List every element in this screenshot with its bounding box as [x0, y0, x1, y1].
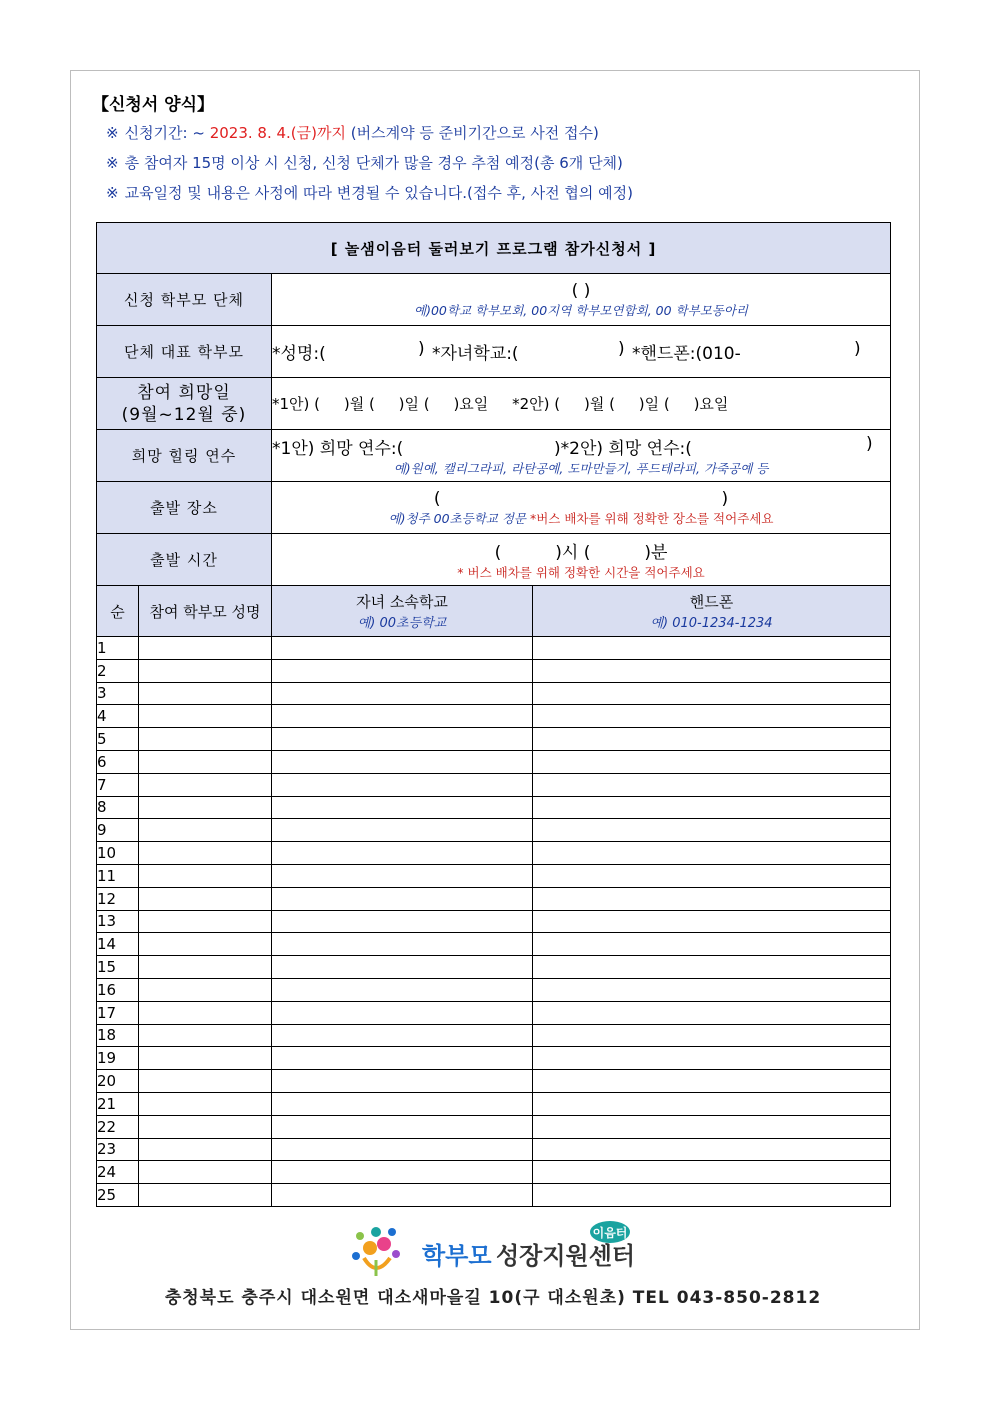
place-example-text: 예)청주 00초등학교 정문: [388, 510, 526, 526]
participant-row: [97, 773, 891, 796]
participant-row: [97, 1070, 891, 1093]
participant-school-cell[interactable]: [272, 659, 533, 682]
note-text: 교육일정 및 내용은 사정에 따라 변경될 수 있습니다.(접수 후, 사전 협의 예정): [124, 184, 633, 202]
participant-phone-cell[interactable]: [533, 1070, 891, 1093]
participant-name-cell[interactable]: [139, 659, 272, 682]
center-address: 충청북도 충주시 대소원면 대소새마을길 10(구 대소원초) TEL 043-850-2812: [164, 1288, 822, 1308]
rep-school-label[interactable]: *자녀학교:(: [432, 344, 519, 364]
participant-school-cell[interactable]: [272, 1184, 533, 1207]
participant-school-cell[interactable]: [272, 956, 533, 979]
participant-school-cell[interactable]: [272, 864, 533, 887]
participant-name-cell[interactable]: [139, 1184, 272, 1207]
participant-row: [97, 1184, 891, 1207]
participant-name-cell[interactable]: [139, 1001, 272, 1024]
time-label: 출발 시간: [97, 534, 272, 586]
participant-name-cell[interactable]: [139, 705, 272, 728]
time-field[interactable]: [272, 534, 891, 586]
date-label-line2: (9월~12월 중): [121, 404, 247, 425]
notice-schedule: [92, 178, 892, 208]
notice-participants: [92, 148, 892, 178]
participant-row: [97, 659, 891, 682]
participant-school-cell[interactable]: [272, 1115, 533, 1138]
participant-school-cell[interactable]: [272, 1001, 533, 1024]
participant-row: [97, 910, 891, 933]
col-phone-title: 핸드폰: [689, 593, 734, 611]
participant-name-cell[interactable]: [139, 1070, 272, 1093]
participant-phone-cell[interactable]: [533, 1024, 891, 1047]
participant-phone-cell[interactable]: [533, 796, 891, 819]
participant-phone-cell[interactable]: [533, 659, 891, 682]
representative-field[interactable]: [272, 326, 891, 378]
participant-number: 1: [97, 637, 139, 660]
participant-number: 16: [97, 978, 139, 1001]
group-label: 신청 학부모 단체: [97, 274, 272, 326]
course-label: 희망 힐링 연수: [97, 430, 272, 482]
participant-number: 10: [97, 842, 139, 865]
place-warning: *버스 배차를 위해 정확한 장소를 적어주세요: [529, 510, 774, 526]
participant-number: 2: [97, 659, 139, 682]
participant-number: 19: [97, 1047, 139, 1070]
participant-row: [97, 1024, 891, 1047]
group-field[interactable]: [272, 274, 891, 326]
participant-number: 4: [97, 705, 139, 728]
rep-phone-close: ): [854, 339, 861, 359]
participant-name-cell[interactable]: [139, 1161, 272, 1184]
note-mark: ※: [106, 154, 119, 172]
participant-name-cell[interactable]: [139, 750, 272, 773]
participant-number: 9: [97, 819, 139, 842]
date-field[interactable]: *1안) ( )월 ( )일 ( )요일 *2안) ( )월 ( )일 ( )요일: [272, 378, 891, 430]
participant-number: 20: [97, 1070, 139, 1093]
participant-name-cell[interactable]: [139, 956, 272, 979]
center-logo: [346, 1220, 646, 1280]
application-form-table: [96, 222, 891, 1207]
participant-row: [97, 1138, 891, 1161]
participant-school-cell[interactable]: [272, 773, 533, 796]
col-phone-example: 예) 010-1234-1234: [650, 616, 773, 631]
participant-school-cell[interactable]: [272, 796, 533, 819]
note-mark: ※: [106, 184, 119, 202]
time-warning: * 버스 배차를 위해 정확한 시간을 적어주세요: [457, 565, 705, 580]
participant-row: [97, 864, 891, 887]
participant-phone-cell[interactable]: [533, 819, 891, 842]
participant-row: [97, 933, 891, 956]
participant-number: 3: [97, 682, 139, 705]
col-school-example: 예) 00초등학교: [357, 616, 447, 631]
participant-school-cell[interactable]: [272, 682, 533, 705]
participant-phone-cell[interactable]: [533, 705, 891, 728]
participant-row: [97, 887, 891, 910]
participant-name-cell[interactable]: [139, 864, 272, 887]
participant-school-cell[interactable]: [272, 705, 533, 728]
participant-phone-cell[interactable]: [533, 978, 891, 1001]
col-no-header: 순: [97, 586, 139, 637]
participant-name-cell[interactable]: [139, 796, 272, 819]
participant-number: 21: [97, 1092, 139, 1115]
participant-school-cell[interactable]: [272, 637, 533, 660]
participant-school-cell[interactable]: [272, 978, 533, 1001]
participant-name-cell[interactable]: [139, 773, 272, 796]
participant-row: [97, 819, 891, 842]
participant-number: 11: [97, 864, 139, 887]
col-phone-header: [533, 586, 891, 637]
rep-school-close: ): [618, 339, 625, 359]
participant-row: [97, 705, 891, 728]
place-input[interactable]: ( ): [433, 488, 729, 509]
participant-school-cell[interactable]: [272, 819, 533, 842]
participant-phone-cell[interactable]: [533, 1184, 891, 1207]
participant-number: 5: [97, 728, 139, 751]
participant-school-cell[interactable]: [272, 933, 533, 956]
participant-name-cell[interactable]: [139, 819, 272, 842]
participant-phone-cell[interactable]: [533, 956, 891, 979]
participant-name-cell[interactable]: [139, 1115, 272, 1138]
participant-school-cell[interactable]: [272, 887, 533, 910]
col-school-title: 자녀 소속학교: [356, 593, 448, 611]
participant-phone-cell[interactable]: [533, 773, 891, 796]
participant-phone-cell[interactable]: [533, 1092, 891, 1115]
participant-row: [97, 796, 891, 819]
participant-row: [97, 728, 891, 751]
participant-row: [97, 750, 891, 773]
group-example: 예)00학교 학부모회, 00지역 학부모연합회, 00 학부모동아리: [414, 302, 748, 318]
participant-school-cell[interactable]: [272, 1070, 533, 1093]
participant-name-cell[interactable]: [139, 910, 272, 933]
rep-name-close: ): [418, 339, 425, 359]
participant-phone-cell[interactable]: [533, 1138, 891, 1161]
participant-number: 7: [97, 773, 139, 796]
participant-phone-cell[interactable]: [533, 637, 891, 660]
participant-school-cell[interactable]: [272, 1138, 533, 1161]
participant-row: [97, 956, 891, 979]
participant-number: 17: [97, 1001, 139, 1024]
participant-phone-cell[interactable]: [533, 750, 891, 773]
form-header: [92, 92, 892, 208]
participant-row: [97, 1047, 891, 1070]
participant-number: 13: [97, 910, 139, 933]
participant-phone-cell[interactable]: [533, 933, 891, 956]
participant-phone-cell[interactable]: [533, 1001, 891, 1024]
participant-phone-cell[interactable]: [533, 1047, 891, 1070]
participant-school-cell[interactable]: [272, 1161, 533, 1184]
note-text: (버스계약 등 준비기간으로 사전 접수): [345, 124, 599, 142]
participant-name-cell[interactable]: [139, 637, 272, 660]
participant-phone-cell[interactable]: [533, 728, 891, 751]
col-name-header: 참여 학부모 성명: [139, 586, 272, 637]
course-first-choice[interactable]: *1안) 희망 연수:(: [272, 439, 404, 459]
participant-rows: [97, 637, 891, 1207]
place-example: [272, 509, 890, 527]
note-text: 총 참여자 15명 이상 시 신청, 신청 단체가 많을 경우 추첨 예정(총 6개 단체): [124, 154, 623, 172]
participant-name-cell[interactable]: [139, 933, 272, 956]
note-text: 신청기간: ~: [124, 124, 210, 142]
participant-name-cell[interactable]: [139, 978, 272, 1001]
participant-school-cell[interactable]: [272, 910, 533, 933]
participant-phone-cell[interactable]: [533, 864, 891, 887]
participant-school-cell[interactable]: [272, 728, 533, 751]
participant-row: [97, 1001, 891, 1024]
place-field[interactable]: [272, 482, 891, 534]
form-title: [ 놀샘이음터 둘러보기 프로그램 참가신청서 ]: [97, 223, 891, 274]
participant-phone-cell[interactable]: [533, 682, 891, 705]
participant-phone-cell[interactable]: [533, 1115, 891, 1138]
participant-name-cell[interactable]: [139, 1092, 272, 1115]
date-label: [97, 378, 272, 430]
participant-number: 15: [97, 956, 139, 979]
participant-number: 24: [97, 1161, 139, 1184]
participant-number: 25: [97, 1184, 139, 1207]
participant-name-cell[interactable]: [139, 1047, 272, 1070]
participant-row: [97, 637, 891, 660]
participant-number: 22: [97, 1115, 139, 1138]
participant-row: [97, 1161, 891, 1184]
participant-phone-cell[interactable]: [533, 910, 891, 933]
participant-number: 6: [97, 750, 139, 773]
participant-name-cell[interactable]: [139, 728, 272, 751]
participant-name-cell[interactable]: [139, 682, 272, 705]
participant-phone-cell[interactable]: [533, 842, 891, 865]
notice-period: [92, 118, 892, 148]
col-school-header: [272, 586, 533, 637]
participant-school-cell[interactable]: [272, 1092, 533, 1115]
participant-name-cell[interactable]: [139, 887, 272, 910]
participant-school-cell[interactable]: [272, 1047, 533, 1070]
time-input[interactable]: ( )시 ( )분: [494, 543, 668, 563]
logo-text-center: 성장지원센터: [496, 1242, 636, 1270]
participant-number: 12: [97, 887, 139, 910]
participant-phone-cell[interactable]: [533, 1161, 891, 1184]
participant-row: [97, 842, 891, 865]
place-label: 출발 장소: [97, 482, 272, 534]
date-label-line1: 참여 희망일: [137, 382, 231, 403]
participant-row: [97, 1115, 891, 1138]
participant-row: [97, 978, 891, 1001]
course-second-choice[interactable]: )*2안) 희망 연수:(: [554, 439, 692, 459]
participant-name-cell[interactable]: [139, 842, 272, 865]
rep-name-label[interactable]: *성명:(: [272, 344, 326, 364]
participant-number: 8: [97, 796, 139, 819]
participant-row: [97, 1092, 891, 1115]
participant-school-cell[interactable]: [272, 750, 533, 773]
participant-school-cell[interactable]: [272, 1024, 533, 1047]
flower-people-icon: [352, 1227, 400, 1276]
rep-phone-label[interactable]: *핸드폰:(010-: [632, 344, 741, 364]
logo-badge-text: 이음터: [592, 1226, 628, 1240]
participant-number: 18: [97, 1024, 139, 1047]
participant-number: 14: [97, 933, 139, 956]
note-mark: ※: [106, 124, 119, 142]
participant-school-cell[interactable]: [272, 842, 533, 865]
course-field[interactable]: [272, 430, 891, 482]
participant-name-cell[interactable]: [139, 1138, 272, 1161]
representative-label: 단체 대표 학부모: [97, 326, 272, 378]
course-example: 예)원예, 캘리그라피, 라탄공예, 도마만들기, 푸드테라피, 가죽공예 등: [393, 461, 769, 476]
participant-name-cell[interactable]: [139, 1024, 272, 1047]
deadline-text: 2023. 8. 4.(금)까지: [209, 124, 346, 142]
form-type-title: 【신청서 양식】: [92, 95, 215, 115]
course-close: ): [866, 434, 873, 454]
participant-phone-cell[interactable]: [533, 887, 891, 910]
group-input[interactable]: ( ): [571, 280, 591, 301]
logo-text-parents: 학부모: [422, 1242, 492, 1270]
participant-row: [97, 682, 891, 705]
participant-number: 23: [97, 1138, 139, 1161]
